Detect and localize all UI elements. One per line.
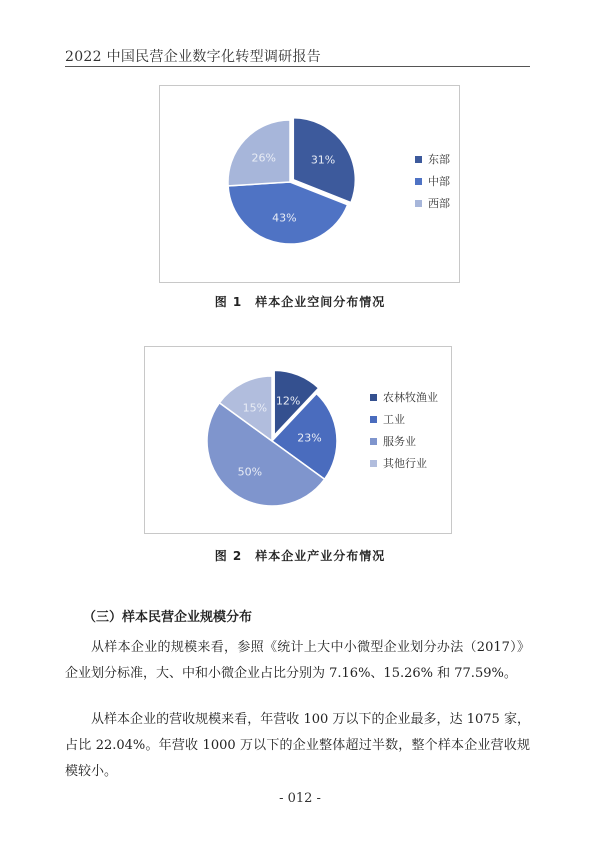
pie-chart-industry — [144, 346, 452, 534]
legend-label: 工业 — [383, 413, 405, 426]
pie-data-label: 50% — [237, 465, 263, 479]
figure-caption-2: 图 2 样本企业产业分布情况 — [214, 549, 386, 563]
pie-data-label: 12% — [275, 394, 301, 408]
section-heading: （三）样本民营企业规模分布 — [83, 610, 253, 625]
legend-item — [415, 149, 450, 171]
pie-data-label: 43% — [272, 211, 297, 225]
pie-data-label: 31% — [310, 153, 336, 167]
pie-chart-region — [159, 85, 460, 283]
legend-swatch — [415, 200, 422, 207]
chart-legend-2 — [370, 387, 438, 475]
legend-swatch — [370, 394, 377, 401]
header-divider — [65, 66, 530, 67]
pie-data-label: 26% — [251, 151, 277, 165]
legend-label: 农林牧渔业 — [383, 391, 438, 404]
legend-label: 服务业 — [383, 435, 416, 448]
legend-swatch — [370, 438, 377, 445]
legend-item — [415, 193, 450, 215]
pie-data-label: 23% — [297, 431, 322, 445]
legend-item — [370, 387, 438, 409]
legend-item — [370, 453, 438, 475]
legend-swatch — [370, 460, 377, 467]
legend-label: 其他行业 — [383, 457, 427, 470]
legend-swatch — [415, 178, 422, 185]
body-paragraph: 从样本企业的营收规模来看，年营收 100 万以下的企业最多，达 1075 家，占比 22.04%。年营收 1000 万以下的企业整体超过半数，整个样本企业营收规模较小。 — [65, 712, 530, 779]
chart-legend-1 — [415, 149, 450, 215]
legend-item — [370, 409, 438, 431]
page-number: - 012 - — [279, 791, 321, 806]
legend-item — [415, 171, 450, 193]
legend-label: 中部 — [428, 175, 450, 188]
legend-item — [370, 431, 438, 453]
legend-swatch — [415, 156, 422, 163]
legend-label: 西部 — [428, 197, 450, 210]
legend-label: 东部 — [428, 153, 450, 166]
running-header: 2022 中国民营企业数字化转型调研报告 — [65, 49, 322, 65]
figure-caption-1: 图 1 样本企业空间分布情况 — [214, 295, 386, 309]
legend-swatch — [370, 416, 377, 423]
body-paragraph: 从样本企业的规模来看，参照《统计上大中小微型企业划分办法（2017）》企业划分标准，大、中和小微企业占比分别为 7.16%、15.26% 和 77.59%。 — [65, 640, 530, 681]
pie-data-label: 15% — [242, 401, 268, 415]
